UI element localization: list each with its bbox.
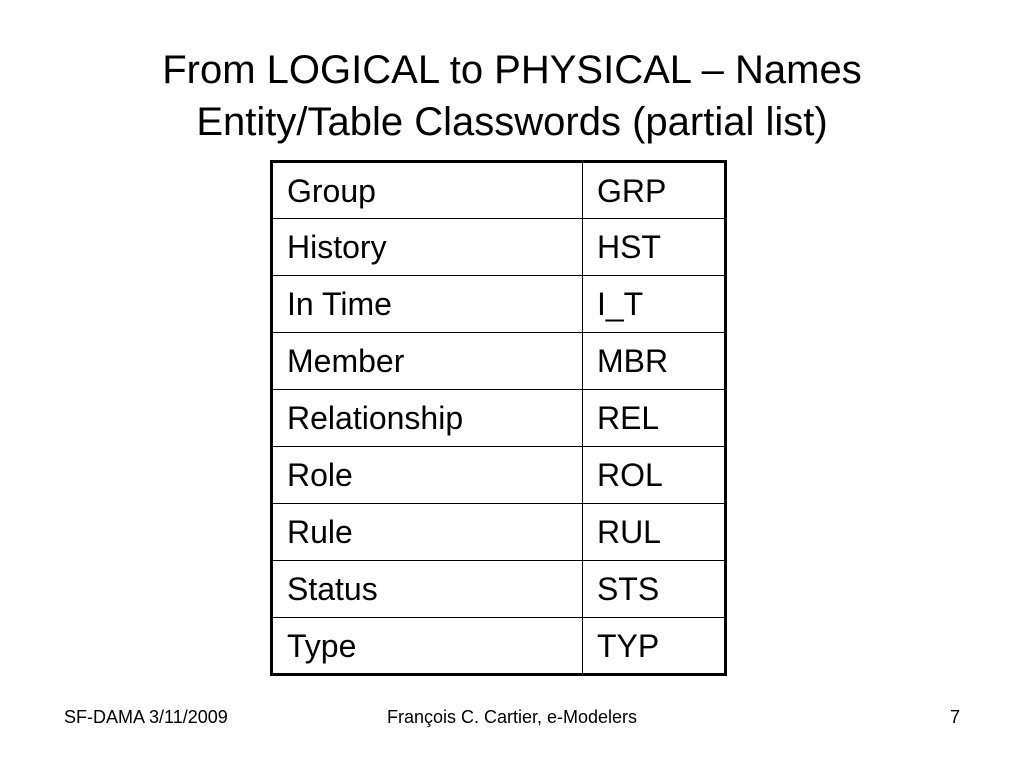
table-row (272, 162, 726, 219)
table-row (272, 333, 726, 390)
classword-abbreviation-cell: HST (582, 219, 725, 276)
classword-name-cell: In Time (272, 276, 583, 333)
classword-abbreviation-cell: GRP (582, 162, 725, 219)
classword-name-cell: Type (272, 618, 583, 675)
footer-date: SF-DAMA 3/11/2009 (64, 707, 228, 727)
classword-name-cell: Group (272, 162, 583, 219)
footer-author: François C. Cartier, e-Modelers (386, 707, 638, 727)
classword-abbreviation-cell: STS (582, 561, 725, 618)
classword-table (270, 160, 727, 676)
classword-abbreviation-cell: RUL (582, 504, 725, 561)
classword-name-cell: Role (272, 447, 583, 504)
table-row (272, 618, 726, 675)
slide-title (0, 44, 1024, 148)
table-row (272, 504, 726, 561)
classword-abbreviation-cell: I_T (582, 276, 725, 333)
table-row (272, 390, 726, 447)
slide-title-line-2: Entity/Table Classwords (partial list) (196, 100, 828, 144)
classword-abbreviation-cell: ROL (582, 447, 725, 504)
classword-abbreviation-cell: REL (582, 390, 725, 447)
slide-title-line-1: From LOGICAL to PHYSICAL – Names (162, 48, 862, 92)
classword-abbreviation-cell: MBR (582, 333, 725, 390)
table-row (272, 219, 726, 276)
classword-name-cell: Status (272, 561, 583, 618)
table-row (272, 561, 726, 618)
footer-page-number: 7 (949, 707, 960, 727)
classword-name-cell: Rule (272, 504, 583, 561)
table-row (272, 276, 726, 333)
table-row (272, 447, 726, 504)
classword-abbreviation-cell: TYP (582, 618, 725, 675)
classword-name-cell: History (272, 219, 583, 276)
classword-name-cell: Relationship (272, 390, 583, 447)
classword-name-cell: Member (272, 333, 583, 390)
